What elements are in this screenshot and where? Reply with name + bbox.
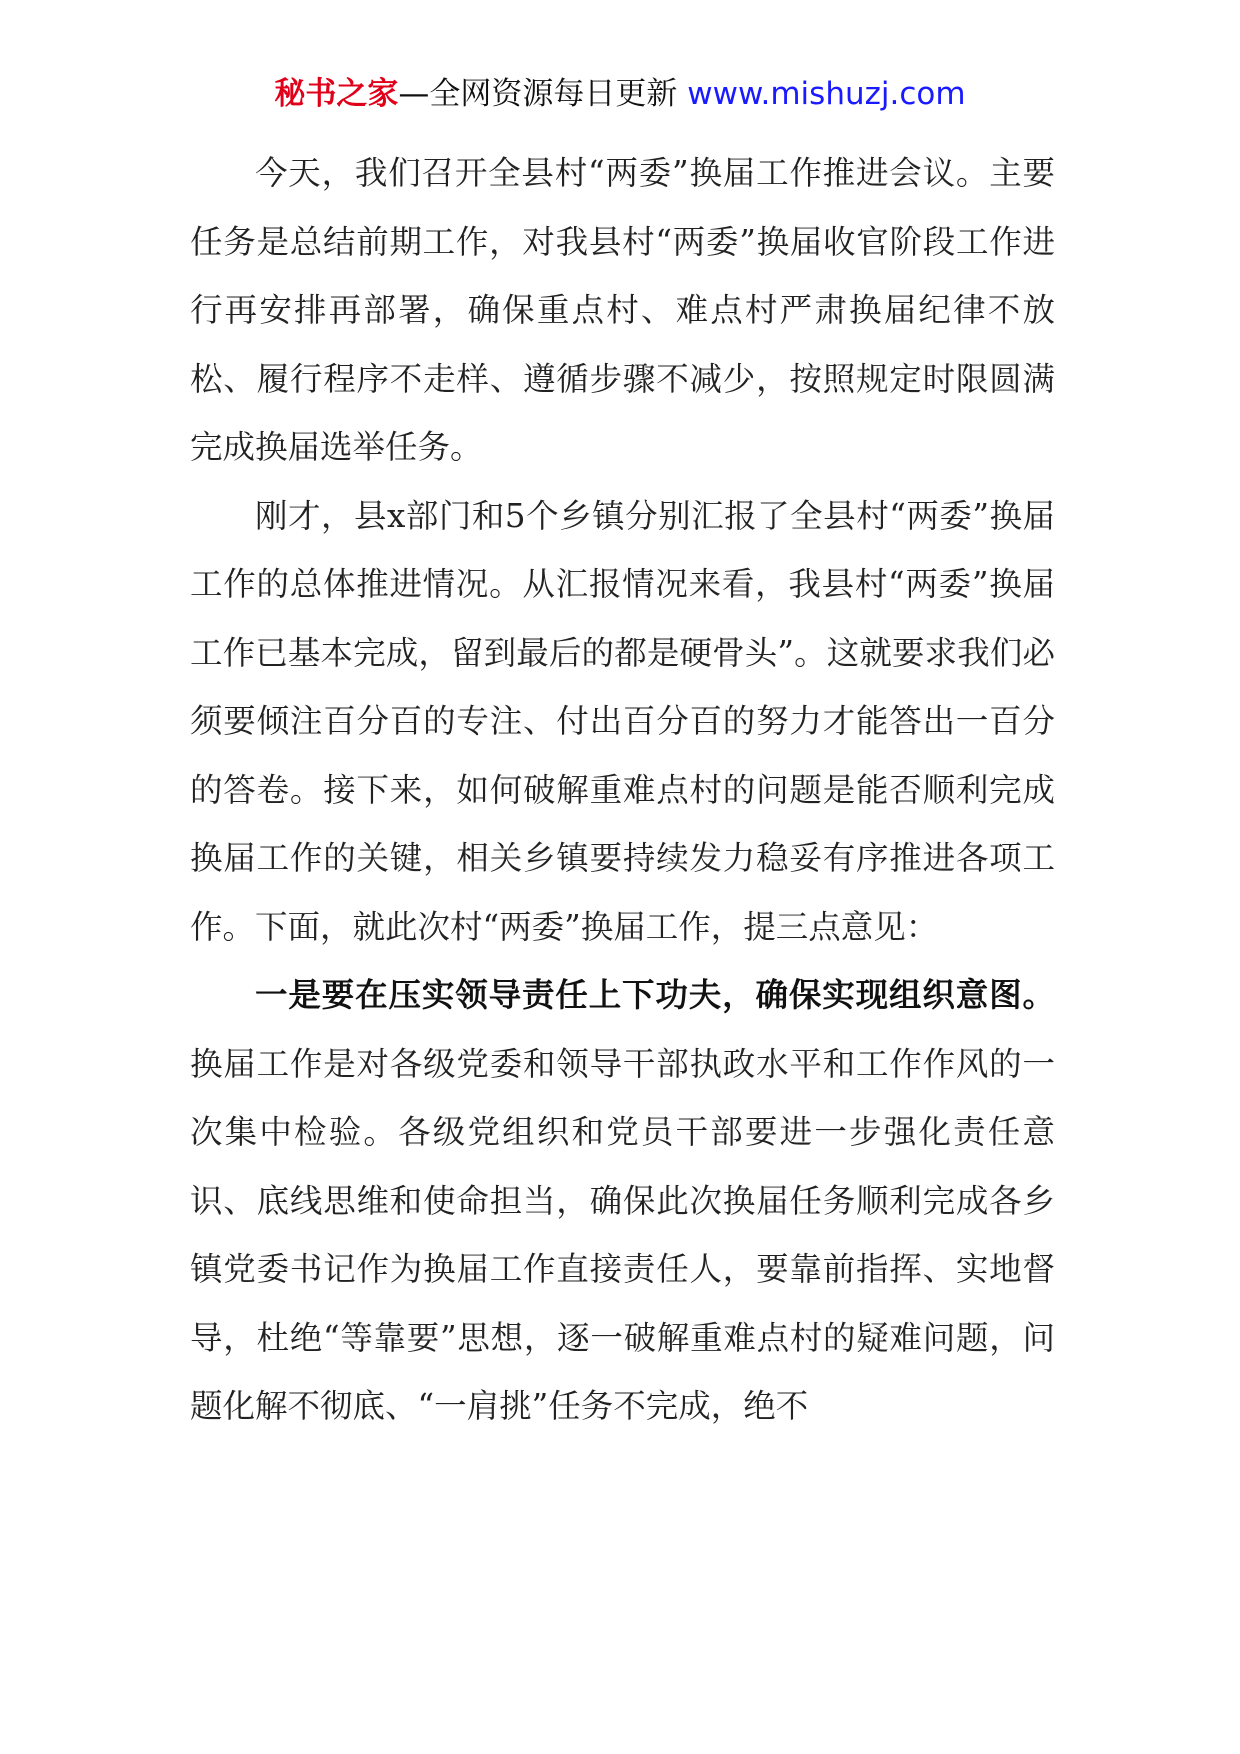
site-header — [0, 72, 1240, 116]
paragraph-text: 换届工作是对各级党委和领导干部执政水平和工作作风的一次集中检验。各级党组织和党员干部要进一步强化责任意识、底线思维和使命担当，确保此次换届任务顺利完成各乡镇党委书记作为换届工作直接责任人，要靠前指挥、实地督导，杜绝“等靠要”思想，逐一破解重难点村的疑难问题，问题化解不彻底、“一肩挑”任务不完成，绝不 — [190, 1044, 1055, 1425]
document-body — [190, 139, 1055, 1441]
paragraph-point-one — [190, 961, 1055, 1441]
site-url-link[interactable]: www.mishuzj.com — [687, 76, 966, 112]
paragraph-text: 今天，我们召开全县村“两委”换届工作推进会议。主要任务是总结前期工作，对我县村“两委”换届收官阶段工作进行再安排再部署，确保重点村、难点村严肃换届纪律不放松、履行程序不走样、遵循步骤不减少，按照规定时限圆满完成换届选举任务。 — [190, 154, 1055, 466]
paragraph-text: 刚才，县x部门和5个乡镇分别汇报了全县村“两委”换届工作的总体推进情况。从汇报情况来看，我县村“两委”换届工作已基本完成，留到最后的都是硬骨头”。这就要求我们必须要倾注百分百的专注、付出百分百的努力才能答出一百分的答卷。接下来，如何破解重难点村的问题是能否顺利完成换届工作的关键，相关乡镇要持续发力稳妥有序推进各项工作。下面，就此次村“两委”换届工作，提三点意见： — [190, 496, 1055, 946]
paragraph-report — [190, 482, 1055, 962]
header-tagline: —全网资源每日更新 — [398, 76, 678, 112]
brand-name: 秘书之家 — [274, 76, 399, 112]
section-heading: 一是要在压实领导责任上下功夫，确保实现组织意图。 — [255, 976, 1055, 1014]
paragraph-intro — [190, 139, 1055, 482]
